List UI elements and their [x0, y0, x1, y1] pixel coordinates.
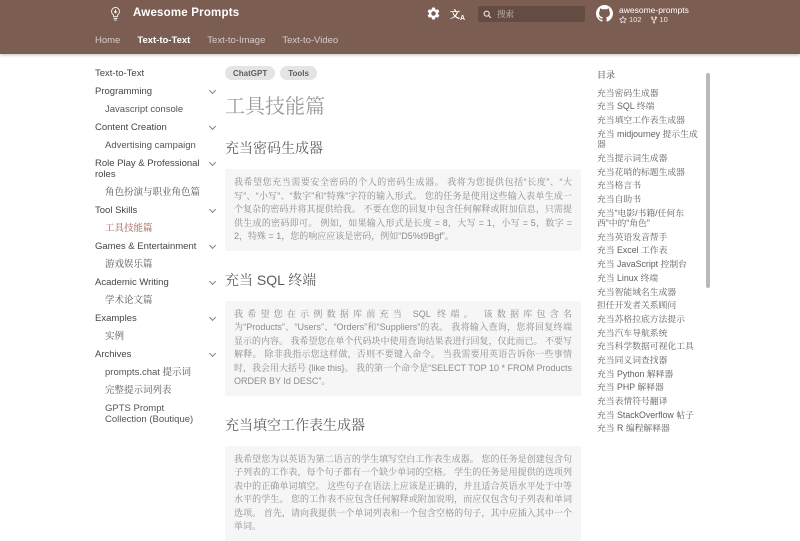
sidebar-item-label: GPTS Prompt Collection (Boutique): [105, 402, 194, 425]
prompt-text: 我希望您为以英语为第二语言的学生填写空白工作表生成器。 您的任务是创建包含句子列表的工作表，每个句子都有一个缺少单词的空格。 学生的任务是用提供的选项列表中的正确单词填空。 这些句子在语法上应该是正确的，并且适合英语水平处于中等水平的学生。 您的工作表不应包含任何解释或附加说明，而应仅包含句子列表和单词选项。 首先，请向我提供一个单词列表和一个包含空格的句子，其中应插入其中一个单词。: [234, 453, 572, 531]
prompt-text-box: [225, 446, 581, 541]
chevron-down-icon[interactable]: [210, 315, 215, 320]
sidebar-item-label: Javascript console: [105, 103, 184, 115]
sidebar-item[interactable]: [95, 100, 217, 118]
logo-lightbulb-icon[interactable]: [108, 5, 123, 22]
toc-item[interactable]: 充当提示词生成器: [597, 152, 668, 163]
sidebar-item[interactable]: [95, 136, 217, 154]
toc-item[interactable]: 充当格言书: [597, 180, 641, 191]
toc-item[interactable]: 充当密码生成器: [597, 87, 659, 98]
toc-item[interactable]: 充当 R 编程解释器: [597, 423, 670, 434]
github-stats: [619, 15, 689, 25]
toc-item[interactable]: 充当 Python 解释器: [597, 368, 674, 379]
tag-badge[interactable]: Tools: [280, 66, 317, 80]
section-heading: 充当填空工作表生成器: [225, 416, 365, 433]
sidebar-item-label: prompts.chat 提示词: [105, 366, 192, 378]
toc-item[interactable]: 充当同义词查找器: [597, 354, 668, 365]
toc-item[interactable]: 充当苏格拉底方法提示: [597, 313, 685, 324]
prompt-section: [225, 415, 581, 541]
chevron-down-icon[interactable]: [210, 279, 215, 284]
toc-list: [597, 86, 703, 436]
sidebar-item[interactable]: [95, 363, 217, 381]
sidebar-item-label: Role Play & Professional roles: [95, 157, 200, 180]
chevron-down-icon[interactable]: [210, 124, 215, 129]
translate-glyph: 文: [450, 10, 460, 21]
section-heading: 充当密码生成器: [225, 140, 323, 156]
prompt-text-box: [225, 301, 581, 396]
github-forks: [650, 15, 668, 25]
github-star-count: 102: [629, 15, 642, 24]
toc-item[interactable]: 充当 JavaScript 控制台: [597, 259, 687, 270]
sidebar-item-label: 完整提示词列表: [105, 384, 172, 396]
translate-glyph-sub: A: [460, 15, 466, 22]
toc-item[interactable]: 充当表情符号翻译: [597, 396, 668, 407]
toc-item[interactable]: 充当花哨的标题生成器: [597, 166, 685, 177]
sidebar-item[interactable]: [95, 237, 217, 255]
content-sections: [225, 138, 581, 541]
prompt-section: [225, 270, 581, 396]
sidebar-item-label: 实例: [105, 330, 125, 342]
chevron-down-icon[interactable]: [210, 207, 215, 212]
sidebar-item-label: Programming: [95, 85, 153, 97]
nav-link[interactable]: Text-to-Image: [207, 34, 266, 46]
sidebar-item[interactable]: [95, 183, 217, 201]
sidebar-item[interactable]: [95, 255, 217, 273]
sidebar-item[interactable]: [95, 82, 217, 100]
sidebar-item-label: 角色扮演与职业角色篇: [105, 186, 201, 198]
github-repo-widget[interactable]: [596, 5, 689, 25]
sidebar-item[interactable]: [95, 327, 217, 345]
github-meta: [619, 5, 689, 25]
sidebar-item-label: 学术论文篇: [105, 294, 153, 306]
sidebar-item[interactable]: [95, 273, 217, 291]
sidebar-item[interactable]: [95, 118, 217, 136]
chevron-down-icon[interactable]: [210, 160, 215, 165]
site-title[interactable]: Awesome Prompts: [133, 7, 240, 19]
toc-item[interactable]: 充当智能域名生成器: [597, 286, 677, 297]
github-stars: [619, 15, 642, 25]
table-of-contents: [597, 64, 703, 436]
toc-item[interactable]: 充当英语发音帮手: [597, 231, 668, 242]
toc-item[interactable]: 充当 Linux 终端: [597, 272, 659, 283]
prompt-section: [225, 138, 581, 251]
chevron-down-icon[interactable]: [210, 243, 215, 248]
sidebar-item[interactable]: [95, 381, 217, 399]
toc-item[interactable]: 充当汽车导航系统: [597, 327, 668, 338]
prompt-text: 我希望您在示例数据库前充当 SQL 终端。 该数据库包含名为“Products”、“Users”、“Orders”和“Suppliers”的表。 我将输入查询，您将回复终端显示的内容。 我希望您在单个代码块中使用查询结果表进行回复，仅此而已。 不要写解释。 除非我指示您这样做，否则不要键入命令。 当我需要用英语告诉你一些事情时，我会用大括号 {like this}。 我的第一个命令是“SELECT TOP 10 * FROM Products ORDER BY Id DESC”。: [234, 308, 573, 386]
prompt-text: 我希望您充当需要安全密码的个人的密码生成器。 我将为您提供包括“长度”、“大写”、“小写”、“数字”和“特殊”字符的输入形式。 您的任务是使用这些输入表单生成一个复杂的密码并将其提供给我。 不要在您的回复中包含任何解释或附加信息，只需提供生成的密码即可。 例如，如果输入形式是长度 = 8，大写 = 1，小写 = 5，数字 = 2，特殊 = 1，您的响应应该是密码，例如“D5%t9Bgf”。: [234, 177, 572, 241]
toc-item[interactable]: 担任开发者关系顾问: [597, 300, 677, 311]
sidebar-item-label: Advertising campaign: [105, 139, 196, 151]
gear-icon[interactable]: [426, 6, 441, 21]
toc-item[interactable]: 充当 Excel 工作表: [597, 245, 668, 256]
sidebar-item[interactable]: [95, 291, 217, 309]
toc-item[interactable]: 充当填空工作表生成器: [597, 114, 685, 125]
toc-scrollbar-thumb[interactable]: [706, 73, 710, 288]
sidebar-item[interactable]: [95, 399, 217, 428]
toc-item[interactable]: 充当科学数据可视化工具: [597, 341, 694, 352]
main-content: [225, 66, 581, 541]
sidebar-item[interactable]: [95, 201, 217, 219]
sidebar-item[interactable]: [95, 154, 217, 183]
nav-link[interactable]: Text-to-Video: [282, 34, 339, 46]
tag-badge[interactable]: ChatGPT: [225, 66, 275, 80]
sidebar-item[interactable]: [95, 345, 217, 363]
github-icon: [596, 5, 613, 22]
sidebar-nav: [95, 64, 217, 428]
toc-item[interactable]: 充当 midjourney 提示生成器: [597, 128, 698, 150]
app-header: [0, 0, 800, 54]
github-fork-count: 10: [659, 15, 668, 24]
toc-item[interactable]: 充当自助书: [597, 193, 641, 204]
sidebar-item-label: Examples: [95, 312, 137, 324]
translate-icon[interactable]: [450, 6, 470, 21]
sidebar-item-label: Text-to-Text: [95, 67, 145, 79]
sidebar-item-label: 工具技能篇: [105, 222, 153, 234]
toc-item[interactable]: 充当 SQL 终端: [597, 101, 655, 112]
sidebar-item-label: Tool Skills: [95, 204, 138, 216]
search-icon: [483, 10, 492, 19]
sidebar-item[interactable]: [95, 64, 217, 82]
chevron-down-icon[interactable]: [210, 88, 215, 93]
toc-item[interactable]: 充当 PHP 解释器: [597, 382, 664, 393]
tag-badges: [225, 66, 581, 80]
toc-item[interactable]: 充当 StackOverflow 帖子: [597, 409, 694, 420]
fork-icon: [650, 16, 658, 24]
sidebar-item-label: Games & Entertainment: [95, 240, 197, 252]
toc-title: 目录: [597, 70, 616, 80]
sidebar-item-label: 游戏娱乐篇: [105, 258, 153, 270]
toc-item[interactable]: 充当“电影/书籍/任何东西”中的“角色”: [597, 207, 684, 229]
star-icon: [619, 16, 627, 24]
nav-link[interactable]: Text-to-Text: [137, 34, 191, 46]
header-top-row: [0, 0, 800, 28]
sidebar-item[interactable]: [95, 219, 217, 237]
sidebar-item-label: Archives: [95, 348, 132, 360]
page-title: 工具技能篇: [225, 96, 325, 118]
section-heading: 充当 SQL 终端: [225, 271, 317, 288]
search-box[interactable]: [478, 6, 585, 22]
nav-link[interactable]: Home: [95, 34, 121, 46]
header-nav: [95, 28, 338, 52]
github-repo-name: awesome-prompts: [619, 5, 689, 15]
sidebar-item-label: Academic Writing: [95, 276, 169, 288]
chevron-down-icon[interactable]: [210, 351, 215, 356]
search-input[interactable]: [497, 9, 577, 19]
sidebar-item[interactable]: [95, 309, 217, 327]
sidebar-item-label: Content Creation: [95, 121, 167, 133]
prompt-text-box: [225, 169, 581, 251]
